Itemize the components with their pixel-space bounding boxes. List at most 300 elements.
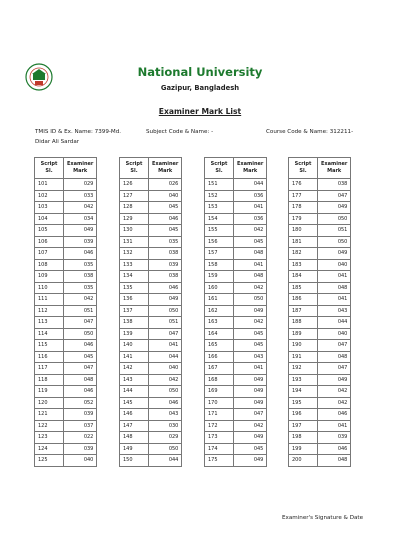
table-row (205, 351, 267, 363)
mark-cell: 046 (149, 282, 182, 294)
table-row (120, 225, 182, 237)
script-sl-cell: 125 (35, 455, 64, 467)
table-row (289, 202, 351, 214)
script-sl-cell: 149 (120, 443, 149, 455)
table-row (289, 420, 351, 432)
table-row (35, 420, 97, 432)
script-sl-cell: 126 (120, 179, 149, 191)
table-row (289, 455, 351, 467)
mark-cell: 048 (234, 248, 267, 260)
script-sl-cell: 195 (289, 397, 318, 409)
script-sl-cell: 178 (289, 202, 318, 214)
tmis-info: TMIS ID & Ex. Name: 7399-Md. (35, 129, 122, 135)
table-row (35, 386, 97, 398)
script-sl-cell: 158 (205, 259, 234, 271)
mark-cell: 049 (318, 374, 351, 386)
mark-cell: 044 (149, 351, 182, 363)
mark-cell: 029 (149, 432, 182, 444)
script-sl-cell: 104 (35, 213, 64, 225)
script-sl-cell: 139 (120, 328, 149, 340)
script-sl-cell: 162 (205, 305, 234, 317)
script-sl-cell: 163 (205, 317, 234, 329)
header-sl: Sl. (299, 168, 307, 174)
table-row (289, 409, 351, 421)
script-sl-cell: 165 (205, 340, 234, 352)
header-examiner: Examiner (237, 161, 264, 167)
script-sl-cell: 110 (35, 282, 64, 294)
table-row (289, 236, 351, 248)
script-sl-cell: 121 (35, 409, 64, 421)
mark-cell: 041 (318, 420, 351, 432)
header-script: Script (40, 161, 58, 167)
script-sl-cell: 180 (289, 225, 318, 237)
header-script: Script (125, 161, 143, 167)
mark-cell: 022 (64, 432, 97, 444)
table-row (205, 363, 267, 375)
table-row (289, 305, 351, 317)
table-row (35, 259, 97, 271)
signature-label: Examiner's Signature & Date (282, 515, 364, 521)
mark-cell: 040 (149, 363, 182, 375)
mark-cell: 040 (318, 328, 351, 340)
table-row (205, 305, 267, 317)
mark-cell: 049 (318, 202, 351, 214)
script-sl-cell: 154 (205, 213, 234, 225)
script-sl-cell: 173 (205, 432, 234, 444)
mark-cell: 045 (234, 443, 267, 455)
header-script-sl (289, 158, 318, 179)
script-sl-cell: 152 (205, 190, 234, 202)
script-sl-cell: 129 (120, 213, 149, 225)
mark-cell: 037 (64, 420, 97, 432)
mark-cell: 048 (318, 351, 351, 363)
table-row (205, 443, 267, 455)
mark-cell: 049 (149, 294, 182, 306)
mark-cell: 042 (318, 386, 351, 398)
mark-cell: 042 (234, 317, 267, 329)
mark-cell: 050 (64, 328, 97, 340)
mark-table-1 (34, 157, 97, 467)
mark-cell: 047 (64, 363, 97, 375)
script-sl-cell: 197 (289, 420, 318, 432)
script-sl-cell: 111 (35, 294, 64, 306)
mark-cell: 044 (149, 455, 182, 467)
mark-cell: 033 (64, 190, 97, 202)
table-row (35, 305, 97, 317)
script-sl-cell: 115 (35, 340, 64, 352)
mark-cell: 047 (149, 328, 182, 340)
script-sl-cell: 142 (120, 363, 149, 375)
script-sl-cell: 176 (289, 179, 318, 191)
mark-cell: 038 (149, 248, 182, 260)
header-sl: Sl. (45, 168, 53, 174)
table-row (205, 328, 267, 340)
table-row (35, 225, 97, 237)
mark-cell: 049 (234, 374, 267, 386)
mark-cell: 046 (149, 213, 182, 225)
script-sl-cell: 114 (35, 328, 64, 340)
table-row (205, 409, 267, 421)
table-row (120, 397, 182, 409)
table-header-row (120, 158, 182, 179)
script-sl-cell: 103 (35, 202, 64, 214)
mark-cell: 041 (318, 271, 351, 283)
script-sl-cell: 187 (289, 305, 318, 317)
table-row (120, 409, 182, 421)
table-row (289, 179, 351, 191)
table-row (120, 236, 182, 248)
table-row (205, 397, 267, 409)
script-sl-cell: 105 (35, 225, 64, 237)
header-examiner: Examiner (152, 161, 179, 167)
mark-cell: 036 (234, 213, 267, 225)
table-row (205, 225, 267, 237)
script-sl-cell: 117 (35, 363, 64, 375)
mark-cell: 043 (234, 351, 267, 363)
mark-cell: 029 (64, 179, 97, 191)
header-mark: Mark (243, 168, 258, 174)
table-row (120, 420, 182, 432)
script-sl-cell: 189 (289, 328, 318, 340)
table-row (120, 328, 182, 340)
table-row (205, 317, 267, 329)
script-sl-cell: 123 (35, 432, 64, 444)
script-sl-cell: 118 (35, 374, 64, 386)
header-mark: Mark (327, 168, 342, 174)
script-sl-cell: 171 (205, 409, 234, 421)
table-row (120, 340, 182, 352)
table-header-row (289, 158, 351, 179)
mark-cell: 042 (234, 282, 267, 294)
header-script-sl (205, 158, 234, 179)
script-sl-cell: 145 (120, 397, 149, 409)
table-row (120, 294, 182, 306)
script-sl-cell: 143 (120, 374, 149, 386)
table-row (289, 248, 351, 260)
mark-cell: 047 (318, 363, 351, 375)
table-row (289, 351, 351, 363)
mark-cell: 050 (149, 305, 182, 317)
mark-cell: 048 (234, 271, 267, 283)
mark-cell: 035 (149, 236, 182, 248)
mark-cell: 050 (318, 236, 351, 248)
mark-cell: 034 (64, 213, 97, 225)
mark-cell: 047 (234, 409, 267, 421)
script-sl-cell: 148 (120, 432, 149, 444)
mark-cell: 048 (64, 374, 97, 386)
address: Gazipur, Bangladesh (160, 84, 240, 92)
mark-cell: 041 (234, 202, 267, 214)
table-row (120, 374, 182, 386)
header-script-sl (35, 158, 64, 179)
script-sl-cell: 190 (289, 340, 318, 352)
header-mark: Mark (158, 168, 173, 174)
table-row (205, 374, 267, 386)
table-row (205, 271, 267, 283)
table-row (35, 190, 97, 202)
table-row (289, 225, 351, 237)
table-row (35, 248, 97, 260)
mark-cell: 026 (149, 179, 182, 191)
script-sl-cell: 175 (205, 455, 234, 467)
script-sl-cell: 119 (35, 386, 64, 398)
script-sl-cell: 193 (289, 374, 318, 386)
table-row (35, 236, 97, 248)
mark-cell: 049 (234, 397, 267, 409)
script-sl-cell: 179 (289, 213, 318, 225)
script-sl-cell: 102 (35, 190, 64, 202)
table-row (205, 340, 267, 352)
script-sl-cell: 194 (289, 386, 318, 398)
table-row (289, 443, 351, 455)
table-row (35, 409, 97, 421)
script-sl-cell: 122 (35, 420, 64, 432)
mark-cell: 050 (149, 443, 182, 455)
script-sl-cell: 185 (289, 282, 318, 294)
script-sl-cell: 181 (289, 236, 318, 248)
mark-cell: 047 (64, 317, 97, 329)
mark-cell: 038 (64, 271, 97, 283)
script-sl-cell: 161 (205, 294, 234, 306)
mark-cell: 041 (318, 294, 351, 306)
script-sl-cell: 177 (289, 190, 318, 202)
table-row (205, 294, 267, 306)
table-row (35, 443, 97, 455)
table-row (120, 271, 182, 283)
mark-cell: 040 (318, 259, 351, 271)
table-row (289, 397, 351, 409)
script-sl-cell: 168 (205, 374, 234, 386)
mark-cell: 042 (234, 225, 267, 237)
mark-cell: 035 (64, 259, 97, 271)
script-sl-cell: 174 (205, 443, 234, 455)
mark-cell: 045 (234, 328, 267, 340)
table-row (120, 317, 182, 329)
table-row (289, 328, 351, 340)
mark-cell: 038 (149, 271, 182, 283)
mark-cell: 041 (234, 259, 267, 271)
table-row (120, 259, 182, 271)
header-examiner-mark (318, 158, 351, 179)
mark-cell: 042 (318, 397, 351, 409)
tmis-info-cont: Didar Ali Sardar (35, 139, 80, 145)
mark-cell: 035 (64, 282, 97, 294)
table-row (205, 455, 267, 467)
script-sl-cell: 186 (289, 294, 318, 306)
script-sl-cell: 108 (35, 259, 64, 271)
mark-cell: 048 (318, 282, 351, 294)
script-sl-cell: 182 (289, 248, 318, 260)
script-sl-cell: 112 (35, 305, 64, 317)
script-sl-cell: 157 (205, 248, 234, 260)
header-script: Script (210, 161, 228, 167)
mark-cell: 043 (149, 409, 182, 421)
table-row (35, 455, 97, 467)
table-row (35, 363, 97, 375)
table-row (205, 213, 267, 225)
mark-cell: 049 (234, 386, 267, 398)
mark-table-3 (204, 157, 267, 467)
mark-cell: 051 (149, 317, 182, 329)
table-row (289, 271, 351, 283)
script-sl-cell: 172 (205, 420, 234, 432)
header-mark: Mark (73, 168, 88, 174)
script-sl-cell: 166 (205, 351, 234, 363)
mark-cell: 040 (64, 455, 97, 467)
mark-cell: 045 (234, 236, 267, 248)
script-sl-cell: 109 (35, 271, 64, 283)
mark-cell: 040 (149, 190, 182, 202)
table-row (120, 202, 182, 214)
script-sl-cell: 133 (120, 259, 149, 271)
script-sl-cell: 151 (205, 179, 234, 191)
table-row (289, 363, 351, 375)
mark-cell: 051 (318, 225, 351, 237)
table-row (35, 179, 97, 191)
script-sl-cell: 188 (289, 317, 318, 329)
table-row (205, 236, 267, 248)
table-row (289, 282, 351, 294)
table-row (289, 374, 351, 386)
table-row (120, 386, 182, 398)
script-sl-cell: 169 (205, 386, 234, 398)
header-examiner-mark (234, 158, 267, 179)
mark-cell: 051 (64, 305, 97, 317)
script-sl-cell: 146 (120, 409, 149, 421)
table-row (35, 351, 97, 363)
document-title: Examiner Mark List (158, 107, 242, 116)
script-sl-cell: 130 (120, 225, 149, 237)
mark-table-4 (288, 157, 351, 467)
table-row (205, 259, 267, 271)
header-script: Script (294, 161, 312, 167)
mark-cell: 039 (64, 409, 97, 421)
mark-cell: 041 (234, 363, 267, 375)
table-row (35, 294, 97, 306)
table-row (120, 351, 182, 363)
script-sl-cell: 107 (35, 248, 64, 260)
mark-cell: 038 (318, 179, 351, 191)
mark-cell: 043 (318, 305, 351, 317)
mark-cell: 042 (64, 294, 97, 306)
script-sl-cell: 124 (35, 443, 64, 455)
mark-cell: 047 (318, 340, 351, 352)
mark-cell: 050 (318, 213, 351, 225)
mark-cell: 044 (318, 317, 351, 329)
script-sl-cell: 131 (120, 236, 149, 248)
script-sl-cell: 138 (120, 317, 149, 329)
table-row (205, 432, 267, 444)
script-sl-cell: 135 (120, 282, 149, 294)
table-row (289, 432, 351, 444)
mark-cell: 042 (234, 420, 267, 432)
table-row (120, 190, 182, 202)
script-sl-cell: 198 (289, 432, 318, 444)
page-title: National University (137, 65, 263, 79)
table-row (289, 294, 351, 306)
script-sl-cell: 128 (120, 202, 149, 214)
table-row (35, 202, 97, 214)
script-sl-cell: 155 (205, 225, 234, 237)
mark-cell: 045 (64, 351, 97, 363)
script-sl-cell: 200 (289, 455, 318, 467)
script-sl-cell: 134 (120, 271, 149, 283)
mark-cell: 049 (318, 248, 351, 260)
mark-cell: 046 (318, 409, 351, 421)
script-sl-cell: 141 (120, 351, 149, 363)
table-row (120, 363, 182, 375)
mark-cell: 049 (234, 432, 267, 444)
table-row (120, 282, 182, 294)
table-row (205, 202, 267, 214)
table-row (205, 248, 267, 260)
mark-cell: 050 (234, 294, 267, 306)
table-row (120, 432, 182, 444)
mark-cell: 050 (149, 386, 182, 398)
mark-cell: 039 (64, 236, 97, 248)
mark-cell: 039 (318, 432, 351, 444)
mark-cell: 044 (234, 179, 267, 191)
script-sl-cell: 116 (35, 351, 64, 363)
header-examiner-mark (64, 158, 97, 179)
script-sl-cell: 192 (289, 363, 318, 375)
mark-cell: 049 (234, 455, 267, 467)
header-examiner: Examiner (321, 161, 348, 167)
mark-cell: 039 (64, 443, 97, 455)
script-sl-cell: 150 (120, 455, 149, 467)
table-row (120, 213, 182, 225)
table-row (289, 340, 351, 352)
script-sl-cell: 127 (120, 190, 149, 202)
header-examiner: Examiner (67, 161, 94, 167)
table-row (120, 248, 182, 260)
mark-cell: 045 (149, 202, 182, 214)
mark-cell: 042 (64, 202, 97, 214)
script-sl-cell: 147 (120, 420, 149, 432)
script-sl-cell: 196 (289, 409, 318, 421)
table-header-row (205, 158, 267, 179)
script-sl-cell: 153 (205, 202, 234, 214)
mark-cell: 041 (149, 340, 182, 352)
mark-cell: 036 (234, 190, 267, 202)
header-script-sl (120, 158, 149, 179)
script-sl-cell: 183 (289, 259, 318, 271)
script-sl-cell: 170 (205, 397, 234, 409)
table-row (35, 397, 97, 409)
table-row (289, 386, 351, 398)
table-row (35, 432, 97, 444)
mark-cell: 039 (149, 259, 182, 271)
mark-cell: 046 (64, 340, 97, 352)
header-sl: Sl. (215, 168, 223, 174)
table-row (205, 179, 267, 191)
script-sl-cell: 136 (120, 294, 149, 306)
script-sl-cell: 156 (205, 236, 234, 248)
script-sl-cell: 191 (289, 351, 318, 363)
mark-cell: 046 (318, 443, 351, 455)
table-row (205, 420, 267, 432)
header-examiner-mark (149, 158, 182, 179)
mark-cell: 049 (64, 225, 97, 237)
script-sl-cell: 184 (289, 271, 318, 283)
script-sl-cell: 120 (35, 397, 64, 409)
table-row (205, 190, 267, 202)
script-sl-cell: 106 (35, 236, 64, 248)
mark-cell: 046 (64, 386, 97, 398)
script-sl-cell: 113 (35, 317, 64, 329)
table-row (205, 386, 267, 398)
table-row (289, 213, 351, 225)
